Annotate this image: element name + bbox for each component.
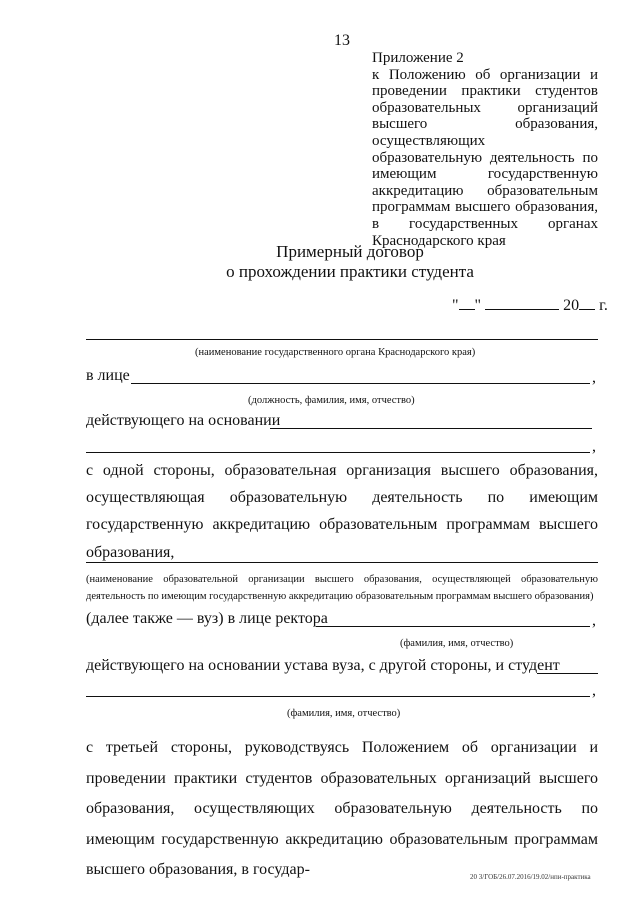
edu-org-caption: (наименование образовательной организации высшего образования, осуществляющей образовательную деятельность по имеющим государственную аккредитацию образовательным программам высшего образования) [86,574,598,602]
student-field-2[interactable] [86,696,590,697]
date-quote-close: " [474,297,482,314]
contract-title: Примерный договор [276,242,424,261]
appendix-title: Приложение 2 [372,50,464,66]
year-prefix: 20 [563,297,580,314]
date-quote-open: " [452,297,459,314]
student-caption: (фамилия, имя, отчество) [287,708,401,719]
in-person-comma: , [592,369,596,386]
acting-basis-comma: , [592,438,596,455]
rector-caption: (фамилия, имя, отчество) [400,638,514,649]
position-caption: (должность, фамилия, имя, отчество) [248,395,415,406]
footer-code: 20 3/ГОБ/26.07.2016/19.02/нпи-практика [470,873,591,881]
rector-comma: , [592,612,596,629]
year-blank[interactable] [579,297,595,310]
appendix-text: к Положению об организации и проведении практики студентов образовательных организаций высшего образования, осуществляющих образовательную деятельность по имеющим государственную аккредитацию образовательным программам высшего образования, в государственных органах Краснодарского края [372,66,598,249]
appendix-note [372,50,598,249]
acting-basis-field-2[interactable] [86,452,590,453]
rector-field[interactable] [316,626,590,627]
day-blank[interactable] [459,297,475,310]
one-side-paragraph: с одной стороны, образовательная организация высшего образования, осуществляющая образовательную деятельность по имеющим государственную аккредитацию образовательным программам высшего образования, [86,462,598,561]
student-field[interactable] [537,673,598,674]
contract-subtitle: о прохождении практики студента [226,262,474,281]
student-comma: , [592,682,596,699]
in-person-field[interactable] [131,383,590,384]
page-number: 13 [334,32,350,49]
year-suffix: г. [599,297,608,314]
acting-basis-field[interactable] [270,428,592,429]
gov-body-caption: (наименование государственного органа Краснодарского края) [195,347,476,358]
contract-date [452,297,608,315]
acting-basis-label: действующего на основании [86,412,281,429]
rector-label: (далее также — вуз) в лице ректора [86,610,328,627]
edu-org-field[interactable] [86,562,598,563]
third-side-paragraph: с третьей стороны, руководствуясь Положением об организации и проведении практики студентов образовательных организаций высшего образования, осуществляющих образовательную деятельность по имеющим государственную аккредитацию образовательным программам высшего образования, в государ- [86,739,598,879]
month-blank[interactable] [485,297,559,310]
gov-body-field[interactable] [86,339,598,340]
charter-label: действующего на основании устава вуза, с другой стороны, и студент [86,657,560,674]
in-person-label: в лице [86,367,130,384]
